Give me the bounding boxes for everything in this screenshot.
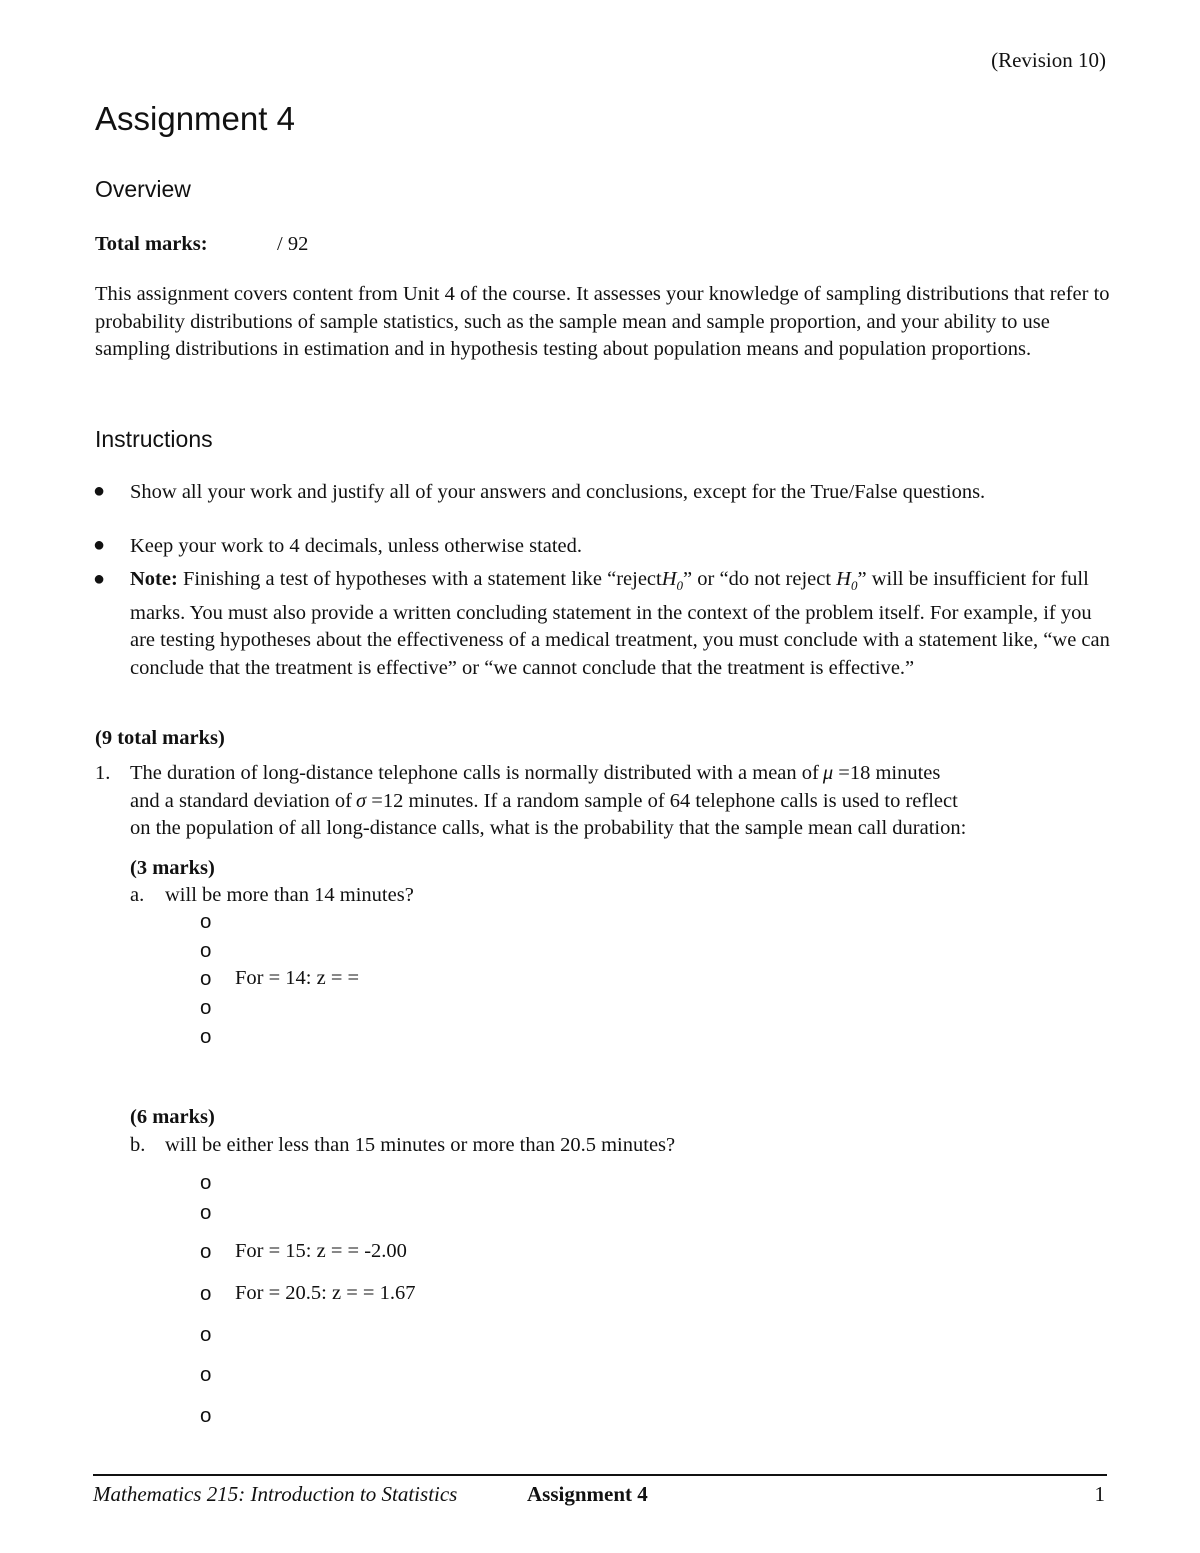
instruction-note <box>130 566 1115 682</box>
sub-bullet: o <box>200 996 212 1019</box>
sub-bullet: o <box>200 967 212 990</box>
question1-total-marks: (9 total marks) <box>95 727 225 749</box>
h0-symbol: $H_0$ <box>836 568 858 594</box>
instruction-decimals: Keep your work to 4 decimals, unless otherwise stated. <box>130 535 583 557</box>
question1-line3: on the population of all long-distance calls, what is the probability that the sample mean call duration: <box>130 817 967 839</box>
sigma-symbol: σ <box>356 790 367 812</box>
bullet-dot: ● <box>93 534 106 556</box>
question1-number: 1. <box>95 762 111 784</box>
footer-divider <box>93 1474 1107 1476</box>
note-text-a: Finishing a test of hypotheses with a statement like “reject <box>182 568 662 590</box>
part-b-question: will be either less than 15 minutes or more than 20.5 minutes? <box>165 1134 676 1156</box>
part-b-marks: (6 marks) <box>130 1106 215 1128</box>
mu-value: =18 <box>838 762 871 784</box>
sub-bullet: o <box>200 1240 212 1263</box>
note-label: Note: <box>130 568 178 590</box>
sub-bullet: o <box>200 1201 212 1224</box>
overview-heading: Overview <box>95 176 191 202</box>
total-marks-value: / 92 <box>277 233 309 255</box>
part-a-question: will be more than 14 minutes? <box>165 884 414 906</box>
sub-bullet: o <box>200 1363 212 1386</box>
sub-bullet: o <box>200 1171 212 1194</box>
total-marks-label: Total marks: <box>95 233 208 255</box>
sub-bullet: o <box>200 1323 212 1346</box>
footer-page-number: 1 <box>1094 1482 1105 1506</box>
footer-assignment-label: Assignment 4 <box>527 1482 648 1506</box>
sub-bullet: o <box>200 1282 212 1305</box>
revision-label: (Revision 10) <box>991 48 1106 72</box>
question1-line2: and a standard deviation of σ =12 minutes. If a random sample of 64 telephone calls is used to reflect <box>130 790 958 812</box>
sigma-value: =12 <box>371 790 404 812</box>
instruction-show-work: Show all your work and justify all of your answers and conclusions, except for the True/False questions. <box>130 481 986 503</box>
question1-line1: The duration of long-distance telephone calls is normally distributed with a mean of μ =18 minutes <box>130 762 941 784</box>
part-b-z-calc-20-5: For = 20.5: z = = 1.67 <box>235 1282 416 1304</box>
note-text-c: ” will be insufficient for full marks. You must also provide a written concluding statement in the context of the problem itself. For example, if you are testing hypotheses about the effectiveness of a medical treatment, you must conclude with a statement like, “we can conclude that the treatment is effective” or “we cannot conclude that the treatment is effective.” <box>130 568 1110 679</box>
part-a-label: a. <box>130 884 145 906</box>
sub-bullet: o <box>200 939 212 962</box>
bullet-dot: ● <box>93 480 106 502</box>
h0-symbol: $H_0$ <box>661 568 684 594</box>
mu-symbol: μ <box>822 762 834 784</box>
instructions-heading: Instructions <box>95 426 213 452</box>
sub-bullet: o <box>200 1025 212 1048</box>
part-b-label: b. <box>130 1134 146 1156</box>
page-title: Assignment 4 <box>95 100 295 137</box>
footer-course-title: Mathematics 215: Introduction to Statistics <box>93 1482 458 1506</box>
part-a-z-calc: For = 14: z = = <box>235 967 360 989</box>
part-b-z-calc-15: For = 15: z = = -2.00 <box>235 1240 407 1262</box>
sub-bullet: o <box>200 910 212 933</box>
note-text-b: ” or “do not reject <box>683 568 832 590</box>
overview-paragraph: This assignment covers content from Unit 4 of the course. It assesses your knowledge of sampling distributions that refer to probability distributions of sample statistics, such as the sample mean and sample proportion, and your ability to use sampling distributions in estimation and in hypothesis testing about population means and population proportions. <box>95 283 1110 360</box>
part-a-marks: (3 marks) <box>130 857 215 879</box>
bullet-dot: ● <box>93 568 106 590</box>
sub-bullet: o <box>200 1404 212 1427</box>
